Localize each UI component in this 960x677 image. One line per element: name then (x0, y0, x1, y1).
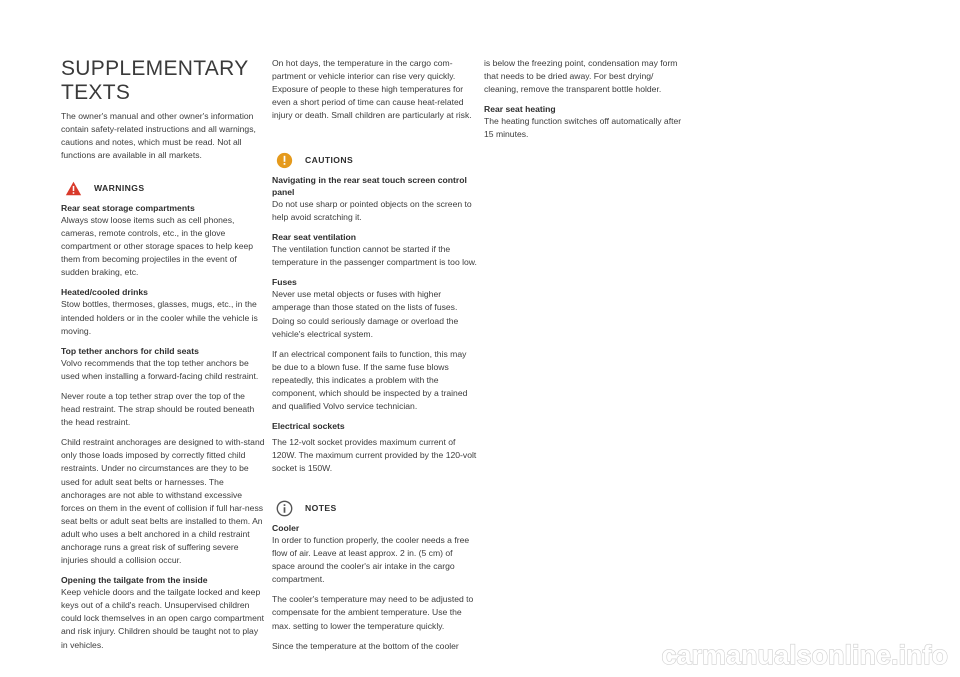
ventilation-heading: Rear seat ventilation (272, 232, 357, 243)
cooler-continued-text: is below the freezing point, condensation may form that needs to be dried away. For best drying/ cleaning, remove the transparent bottle holder. (484, 58, 678, 95)
page-title: SUPPLEMENTARY TEXTS (61, 57, 249, 104)
touch-screen-heading: Navigating in the rear seat touch screen control panel (272, 175, 467, 197)
watermark-text: carmanualsonline.info (661, 640, 948, 670)
cautions-header (272, 150, 477, 170)
ventilation-text: The ventilation function cannot be started if the temperature in the passenger compartment is too low. (272, 244, 477, 268)
sockets-heading: Electrical sockets (272, 421, 345, 432)
warnings-label: WARNINGS (94, 183, 145, 193)
seat-heating-heading: Rear seat heating (484, 104, 556, 115)
drinks-heading: Heated/cooled drinks (61, 287, 148, 298)
tailgate-heading: Opening the tailgate from the inside (61, 575, 208, 586)
warning-triangle-icon (65, 180, 82, 197)
caution-icon (276, 152, 293, 169)
tether-text-2: Never route a top tether strap over the top of the head restraint. The strap should be routed beneath the head restraint. (61, 390, 255, 428)
seat-heating-text: The heating function switches off automatically after 15 minutes. (484, 116, 682, 140)
cooler-heading: Cooler (272, 523, 300, 533)
hot-days-text: On hot days, the temperature in the cargo com-partment or vehicle interior can rise very quickly. Exposure of people to these high temperatures for even a short period of time can cause heat-related injury or death. Small children are particularly at risk. (272, 58, 472, 121)
drinks-text: Stow bottles, thermoses, glasses, mugs, etc., in the intended holders or in the cooler while the vehicle is moving. (61, 299, 258, 336)
cooler-text-3: Since the temperature at the bottom of the cooler (272, 640, 459, 651)
info-icon (276, 500, 293, 517)
intro-paragraph: The owner's manual and other owner's information contain safety-related instructions and all warnings, cautions and notes, which must be read. Not all functions are available in all markets. (61, 111, 256, 161)
watermark (650, 640, 950, 670)
cooler-text-1: In order to function properly, the cooler needs a free flow of air. Leave at least approx. 2 in. (5 cm) of space around the cooler's air intake in the cargo compartment. (272, 535, 470, 585)
fuses-heading: Fuses (272, 277, 297, 288)
notes-header (272, 498, 477, 518)
cautions-section (272, 150, 477, 483)
hot-days-block (272, 57, 477, 129)
tailgate-text: Keep vehicle doors and the tailgate locked and keep keys out of a child's reach. Unsupervised children could lock themselves in an open cargo compartment and risk injury. Children should be taught not to play in vehicles. (61, 587, 265, 650)
rear-storage-heading: Rear seat storage compartments (61, 203, 195, 213)
warnings-section (61, 178, 266, 659)
tether-heading: Top tether anchors for child seats (61, 345, 199, 356)
rear-storage-text: Always stow loose items such as cell phones, cameras, remote controls, etc., in the glove compartment or other storage spaces to help keep them from becoming projectiles in the event of sudden braking, etc. (61, 215, 254, 278)
cooler-text-2: The cooler's temperature may need to be adjusted to compensate for the ambient temperature. Use the max. setting to lower the temperature quickly. (272, 594, 474, 631)
cooler-continued-block (484, 57, 689, 148)
intro-block (61, 110, 266, 169)
notes-label: NOTES (305, 503, 337, 513)
fuses-text-2: If an electrical component fails to function, this may be due to a blown fuse. If the same fuse blows repeatedly, this indicates a problem with the component, which should be inspected by a trained and qualified Volvo service technician. (272, 348, 468, 412)
cautions-label: CAUTIONS (305, 155, 354, 165)
notes-section (272, 498, 477, 660)
tether-text-3: Child restraint anchorages are designed to with-stand only those loads imposed by correctly fitted child restraints. Under no circumstances are they to be used for adult seat belts or harnesses. The anchorages are not able to withstand excessive forces on them in the event of collision if full har-ness seat belts or adult seat belts are installed to them. An adult who uses a belt anchored in a child restraint anchorage runs a great risk of suffering severe injuries should a collision occur. (61, 437, 265, 566)
fuses-text-1: Never use metal objects or fuses with higher amperage than those stated on the lists of fuses. Doing so could seriously damage or overload the vehicle's electrical system. (272, 289, 459, 339)
sockets-text: The 12-volt socket provides maximum current of 120W. The maximum current provided by the 120-volt socket is 150W. (272, 437, 477, 474)
warnings-header (61, 178, 266, 198)
touch-screen-text: Do not use sharp or pointed objects on the screen to help avoid scratching it. (272, 199, 472, 223)
tether-text-1: Volvo recommends that the top tether anchors be used when installing a forward-facing child restraint. (61, 357, 259, 381)
